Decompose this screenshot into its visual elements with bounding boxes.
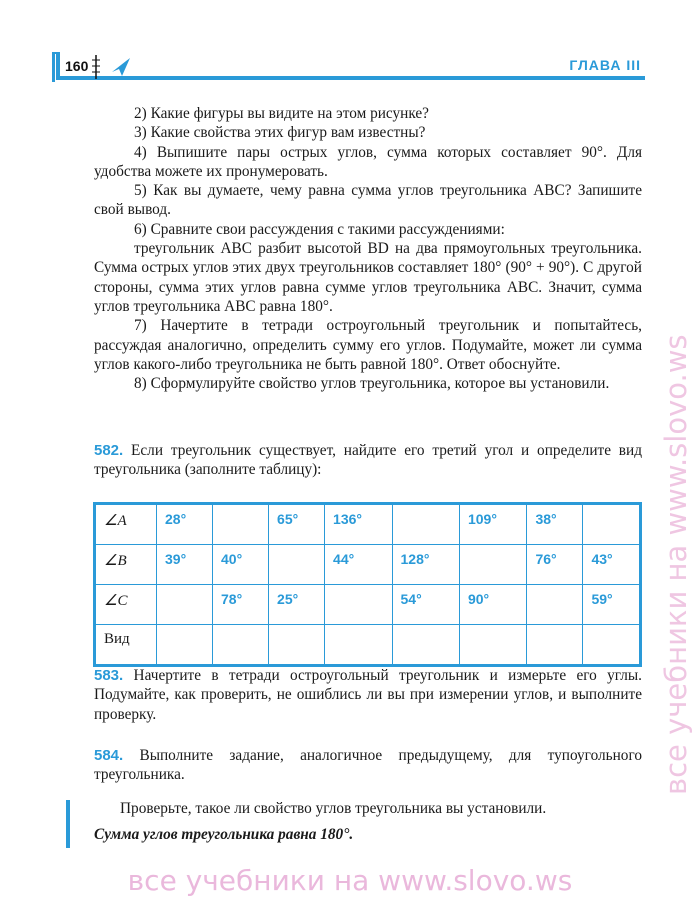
row-label: Вид [95, 625, 157, 666]
question-7: 7) Начертите в тетради остроугольный треугольник и попытайтесь, рассуждая аналогично, определить сумму его углов. Подумайте, может ли сумма углов какого-либо треугольника не быть равной 180°. Ответ обоснуйте. [94, 317, 642, 373]
task-text: Если треугольник существует, найдите его третий угол и определите вид треугольника (заполните таблицу): [94, 442, 643, 479]
angle-value: 43° [591, 551, 613, 567]
rule-marker-bar [66, 800, 70, 848]
table-cell [325, 545, 392, 585]
header-bar [52, 52, 645, 82]
table-cell [527, 545, 583, 585]
table-cell [459, 504, 526, 545]
table-cell [157, 585, 213, 625]
watermark-side [658, 120, 694, 800]
angle-value: 109° [467, 511, 497, 527]
row-label: ∠B [95, 545, 157, 585]
table-cell [269, 625, 325, 666]
angle-value: 128° [400, 551, 430, 567]
task-number: 582. [94, 442, 124, 459]
task-number: 583. [94, 667, 124, 684]
task-number: 584. [94, 747, 124, 764]
table-cell [583, 585, 641, 625]
table-cell [325, 585, 392, 625]
table-cell [527, 585, 583, 625]
page-header [52, 52, 645, 82]
task-text: Начертите в тетради остроугольный треугольник и измерьте его углы. Подумайте, как проверить, не ошиблись ли вы при измерении углов, и выполните проверку. [94, 667, 642, 723]
table-cell [325, 504, 392, 545]
task-584 [94, 746, 642, 785]
page-number: 160 [65, 58, 89, 74]
watermark-side-text: все учебники на www.slovo.ws [659, 334, 693, 795]
table-cell [157, 545, 213, 585]
angle-value: 28° [165, 511, 187, 527]
table-row [95, 585, 641, 625]
check-sentence: Проверьте, такое ли свойство углов треугольника вы установили. [120, 800, 547, 817]
table-cell [459, 625, 526, 666]
table-cell [213, 625, 269, 666]
angle-value: 25° [277, 591, 299, 607]
chapter-title: ГЛАВА III [569, 57, 641, 73]
table-cell [527, 625, 583, 666]
angle-value: 78° [221, 591, 243, 607]
table-row [95, 625, 641, 666]
angles-table [93, 502, 642, 667]
table-cell [213, 504, 269, 545]
question-2: 2) Какие фигуры вы видите на этом рисунке? [134, 105, 429, 122]
angle-value: 54° [400, 591, 422, 607]
angle-value: 44° [333, 551, 355, 567]
table-cell [157, 625, 213, 666]
task-text: Выполните задание, аналогичное предыдущему, для тупоугольного треугольника. [94, 747, 642, 784]
row-label: ∠A [95, 504, 157, 545]
angle-value: 40° [221, 551, 243, 567]
question-5: 5) Как вы думаете, чему равна сумма углов треугольника ABC? Запишите свой вывод. [94, 182, 642, 219]
table-cell [392, 545, 459, 585]
table-cell [269, 504, 325, 545]
table-cell [392, 625, 459, 666]
pencil-icon [112, 58, 130, 76]
questions-block [94, 104, 642, 393]
angle-value: 65° [277, 511, 299, 527]
question-6: 6) Сравните свои рассуждения с такими рассуждениями: [134, 220, 505, 238]
table-row [95, 545, 641, 585]
reasoning-text: треугольник ABC разбит высотой BD на два прямоугольных треугольника. Сумма острых углов этих двух треугольников составляет 180° (90° + 90°). С другой стороны, сумма этих углов равна сумме углов треугольника ABC. Значит, сумма углов треугольника ABC равна 180°. [94, 240, 642, 315]
table-cell [157, 504, 213, 545]
table-cell [459, 585, 526, 625]
table-cell [583, 504, 641, 545]
question-8: 8) Сформулируйте свойство углов треугольника, которое вы установили. [134, 375, 610, 393]
question-3: 3) Какие свойства этих фигур вам известны? [134, 124, 426, 142]
table-cell [392, 585, 459, 625]
angle-value: 136° [333, 511, 363, 527]
task-583 [94, 666, 642, 724]
angle-value: 39° [165, 551, 187, 567]
row-label: ∠C [95, 585, 157, 625]
table-cell [583, 625, 641, 666]
table-cell [269, 545, 325, 585]
table-cell [213, 585, 269, 625]
table-cell [459, 545, 526, 585]
watermark-bottom: все учебники на www.slovo.ws [127, 864, 573, 897]
table-cell [583, 545, 641, 585]
table-cell [269, 585, 325, 625]
table-cell [392, 504, 459, 545]
angle-value: 38° [535, 511, 557, 527]
table-row [95, 504, 641, 545]
table-cell [213, 545, 269, 585]
angle-value: 59° [591, 591, 613, 607]
table-cell [325, 625, 392, 666]
angle-value: 76° [535, 551, 557, 567]
task-582 [94, 441, 642, 480]
angle-value: 90° [467, 591, 490, 607]
question-4: 4) Выпишите пары острых углов, сумма которых составляет 90°. Для удобства можете их пронумеровать. [94, 143, 642, 180]
table-cell [527, 504, 583, 545]
triangle-angle-property: Сумма углов треугольника равна 180°. [94, 826, 354, 843]
